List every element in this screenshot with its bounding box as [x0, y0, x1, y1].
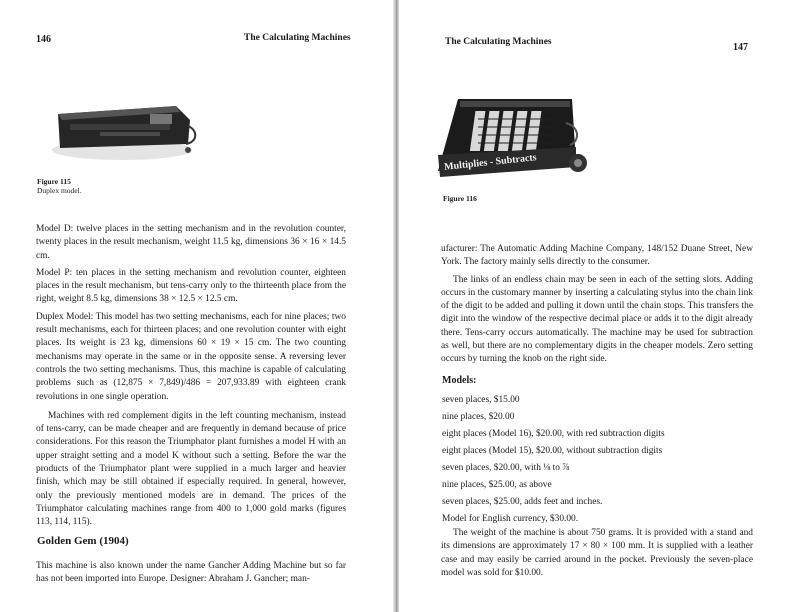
list-item: Model for English currency, $30.00. [442, 514, 579, 524]
paragraph-duplex-model: Duplex Model: This model has two setting mechanisms, each for nine places; two result mechanisms, each for thirteen places; and one revolution counter with eight places. Its weight is 23 kg, dimensions 60 × 19 × 15 cm. The two counting mechanisms may operate in the same or in the opposite sense. A reversing lever controls the two setting mechanisms. Thus, this machine is capable of calculating problems such as (12,875 × 7,849)/486 = 207,933.89 with eighteen crank revolutions in one single operation. [36, 311, 346, 402]
figure-116-label: Figure 116 [443, 194, 477, 203]
list-item: seven places, $15.00 [442, 395, 520, 405]
paragraph-manufacturer: ufacturer: The Automatic Adding Machine Company, 148/152 Duane Street, New York. The factory mainly sells directly to the consumer. [441, 244, 753, 268]
list-item: seven places, $25.00, adds feet and inches. [442, 497, 603, 507]
left-running-head: The Calculating Machines [244, 33, 351, 43]
list-item: eight places (Model 15), $20.00, without subtraction digits [442, 446, 663, 456]
list-item: eight places (Model 16), $20.00, with red subtraction digits [442, 429, 665, 439]
models-list [442, 392, 754, 528]
machine-label-text: Multiplies - Subtracts [443, 152, 538, 173]
figure-115-label: Figure 115 [37, 177, 71, 186]
book-gutter [393, 0, 399, 612]
golden-gem-intro: This machine is also known under the name Gancher Adding Machine but so far has not been imported into Europe. Designer: Abraham J. Gancher; man- [36, 561, 346, 585]
list-item: seven places, $20.00, with ⅛ to ⅞ [442, 463, 570, 473]
section-heading-golden-gem: Golden Gem (1904) [37, 535, 129, 547]
paragraph-model-p: Model P: ten places in the setting mechanism and revolution counter, eighteen places in the result mechanism, but tens-carry only to the thirteenth place from the right, weight 8.5 kg, dimensions 38 × 12.5 × 12.5 cm. [36, 267, 346, 305]
list-item: nine places, $20.00 [442, 412, 515, 422]
left-body-text [36, 223, 346, 534]
figure-115-caption: Duplex model. [37, 186, 82, 195]
list-item: nine places, $25.00, as above [442, 480, 552, 490]
paragraph-weight: The weight of the machine is about 750 grams. It is provided with a stand and its dimensions are approximately 17 × 80 × 100 mm. It is supplied with a leather case and may easily be carried around in the pocket. Previously the seven-place model was sold for $10.00. [441, 528, 753, 578]
right-body-text [441, 243, 753, 371]
paragraph-red-complement: Machines with red complement digits in the left counting mechanism, instead of tens-carry, can be made cheaper and are frequently in demand because of price considerations. For this reason the Triumphator plant furnishes a model H with an upper straight setting and a model K without such a setting. Before the war the products of the Triumphator plant were supplied in a much larger and heavier finish, which may be still obtained if especially required. In general, however, only the previously mentioned models are in demand. The prices of the Triumphator calculating machines range from 400 to 1,000 gold marks (figures 113, 114, 115). [36, 410, 346, 528]
duplex-machine-photo [40, 92, 200, 172]
models-heading: Models: [442, 375, 477, 386]
left-page-number: 146 [36, 34, 51, 45]
right-running-head: The Calculating Machines [445, 37, 552, 47]
paragraph-endless-chain: The links of an endless chain may be seen in each of the setting slots. Adding occurs in the customary manner by inserting a calculating stylus into the chain link of the digit to be added and pulling it down until the chain stops. This transfers the digit into the window of the respective decimal place or adds it to the digit already there. Tens-carry occurs automatically. The machine may be used for subtraction as well, but there are no complementary digits in the cheaper models. Zero setting occurs by turning the knob on the right side. [441, 274, 753, 365]
paragraph-model-d: Model D: twelve places in the setting mechanism and in the revolution counter, twenty places in the result mechanism, weight 11.5 kg, dimensions 36 × 16 × 14.5 cm. [36, 224, 346, 261]
right-page-number: 147 [733, 42, 748, 53]
golden-gem-machine-photo [430, 93, 590, 185]
